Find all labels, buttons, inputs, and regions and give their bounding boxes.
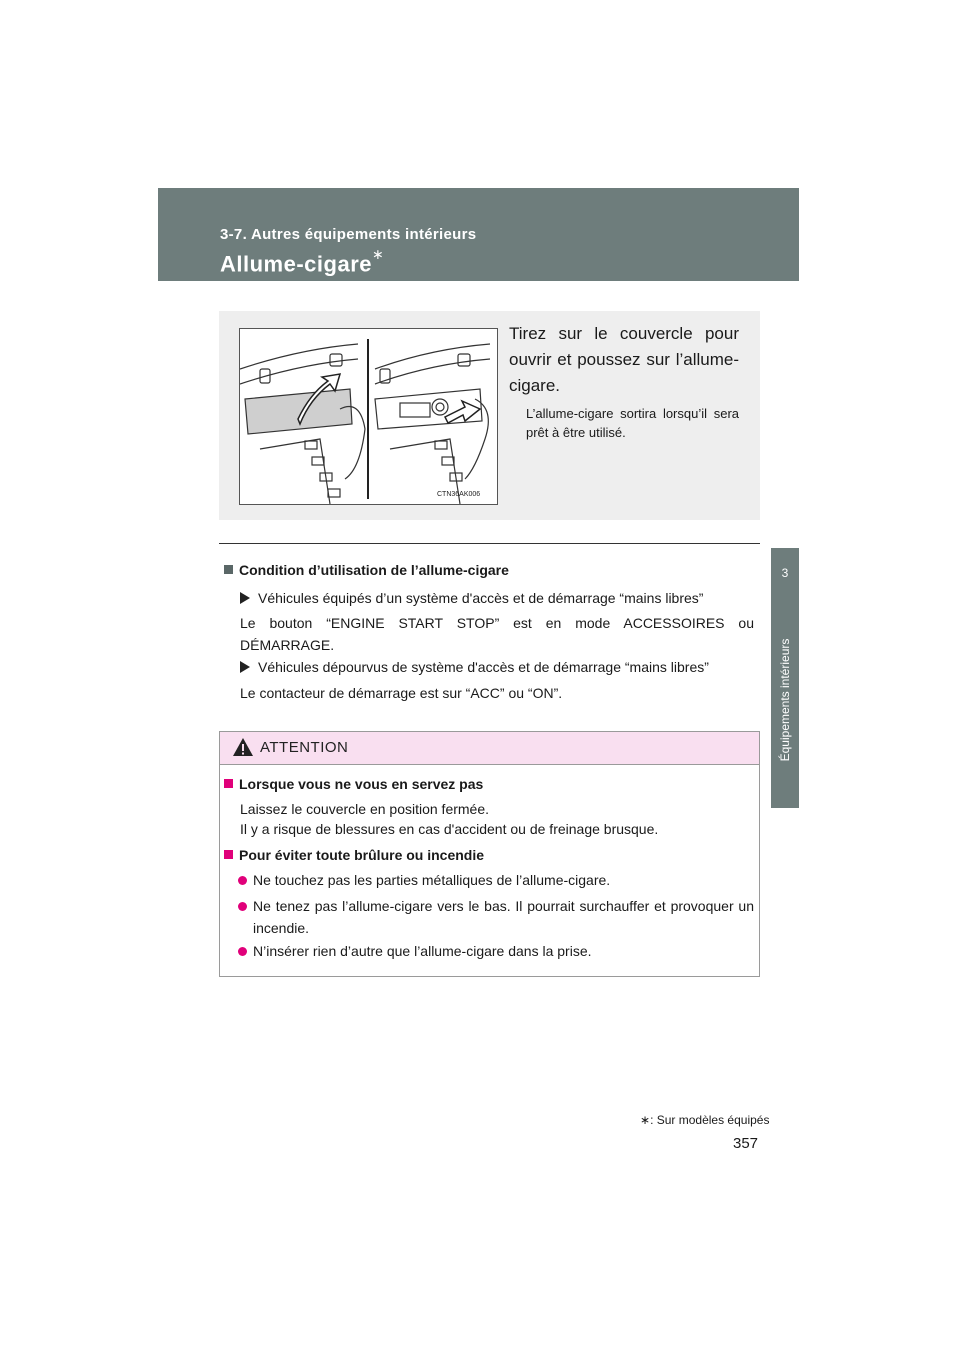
square-bullet-icon: [224, 565, 233, 574]
condition-heading-text: Condition d’utilisation de l’allume-cigare: [239, 562, 509, 578]
footnote: [640, 1113, 769, 1127]
dot-bullet-icon: [238, 902, 247, 911]
warning-triangle-icon: [232, 737, 254, 757]
triangle-arrow-icon: [240, 661, 250, 673]
warning-s1-line1: Laissez le couvercle en position fermée.: [240, 801, 490, 817]
dot-bullet-icon: [238, 876, 247, 885]
case2-label: [240, 659, 709, 675]
chapter-number: 3: [781, 566, 789, 580]
square-bullet-icon: [224, 779, 233, 788]
warning-s1-heading: [224, 776, 483, 792]
warning-s1-line2: Il y a risque de blessures en cas d'accident ou de freinage brusque.: [240, 821, 659, 837]
case1-text: Le bouton “ENGINE START STOP” est en mode ACCESSOIRES ou DÉMARRAGE.: [240, 615, 754, 653]
chapter-label: Équipements intérieurs: [778, 638, 792, 762]
warning-s1-heading-text: Lorsque vous ne vous en servez pas: [239, 776, 484, 792]
section-number: 3-7. Autres équipements intérieurs: [220, 226, 477, 243]
warning-bullet-3: [238, 943, 592, 959]
warning-header: [220, 732, 759, 765]
equipped-mark: ∗: [372, 246, 385, 262]
warning-s2-heading-text: Pour éviter toute brûlure ou incendie: [239, 847, 485, 863]
case1-label: [240, 590, 703, 606]
dashboard-drawing: [240, 329, 497, 504]
triangle-arrow-icon: [240, 592, 250, 604]
cigarette-lighter-illustration: [239, 328, 498, 505]
section-header: [158, 188, 799, 281]
instruction-text: Tirez sur le couvercle pour ouvrir et poussez sur l’allume-cigare.: [509, 324, 739, 395]
warning-bullet-2: [238, 895, 754, 939]
instruction-note: L’allume-cigare sortira lorsqu’il sera prêt à être utilisé.: [526, 406, 739, 440]
square-bullet-icon: [224, 850, 233, 859]
case1-label-text: Véhicules équipés d’un système d'accès et de démarrage “mains libres”: [258, 590, 704, 606]
warning-title: ATTENTION: [260, 739, 349, 756]
warning-s2-heading: [224, 847, 484, 863]
footnote-text: : Sur modèles équipés: [650, 1113, 770, 1127]
condition-heading: [224, 562, 509, 578]
footnote-mark: ∗: [640, 1113, 651, 1127]
illustration-code: CTN36AK006: [437, 491, 481, 498]
warning-bullet-2-text: Ne tenez pas l’allume-cigare vers le bas. Il pourrait surchauffer et provoquer un incendie.: [253, 898, 754, 936]
warning-bullet-3-text: N’insérer rien d’autre que l’allume-cigare dans la prise.: [253, 943, 592, 959]
page-title-text: Allume-cigare: [220, 251, 372, 277]
case2-text: Le contacteur de démarrage est sur “ACC” ou “ON”.: [240, 685, 563, 701]
dot-bullet-icon: [238, 947, 247, 956]
divider: [219, 543, 760, 544]
case2-label-text: Véhicules dépourvus de système d'accès et de démarrage “mains libres”: [258, 659, 709, 675]
page-title: [220, 246, 385, 277]
page-number: 357: [733, 1135, 759, 1152]
warning-bullet-1: [238, 872, 610, 888]
chapter-label-wrap: [764, 620, 806, 780]
warning-bullet-1-text: Ne touchez pas les parties métalliques de l’allume-cigare.: [253, 872, 611, 888]
